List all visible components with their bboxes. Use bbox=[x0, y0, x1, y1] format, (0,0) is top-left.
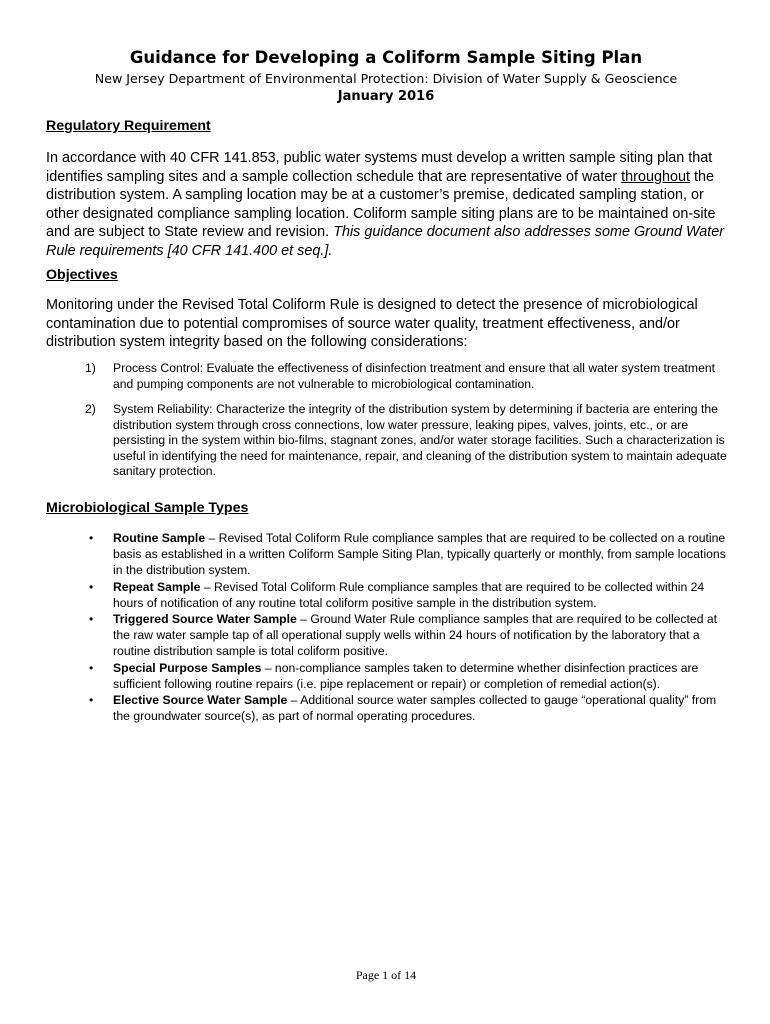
document-date: January 2016 bbox=[337, 89, 435, 104]
regulatory-text-1: In accordance with 40 CFR 141.853, public water systems must develop a written sample siting plan that identifies sampling sites and a sample collection schedule that are representative of water bbox=[46, 150, 713, 185]
list-item-text: – non-compliance samples taken to determine whether disinfection practices are sufficient following routine repairs (i.e. pipe replacement or repair) or completion of remedial action(s). bbox=[113, 660, 699, 691]
list-item bbox=[46, 361, 730, 392]
bullet-icon: • bbox=[89, 612, 94, 627]
list-item bbox=[46, 402, 730, 480]
list-item-text: – Additional source water samples collected to gauge “operational quality” from the groundwater source(s), as part of normal operating procedures. bbox=[113, 693, 717, 724]
bullet-icon: • bbox=[89, 579, 94, 594]
list-item-term: Special Purpose Samples bbox=[113, 660, 262, 675]
list-item bbox=[46, 611, 730, 660]
list-item-term: Elective Source Water Sample bbox=[113, 693, 288, 708]
list-item-number: 1) bbox=[85, 361, 96, 375]
list-item-text: – Revised Total Coliform Rule compliance samples that are required to be collected on a routine basis as established in a written Coliform Sample Siting Plan, typically quarterly or monthly, from sample locations in the distribution system. bbox=[113, 531, 726, 578]
sample-types-list bbox=[46, 530, 730, 724]
bullet-icon: • bbox=[89, 531, 94, 545]
regulatory-heading: Regulatory Requirement bbox=[46, 118, 211, 134]
regulatory-italic: This guidance document also addresses some Ground Water Rule requirements [40 CFR 141.400 et seq.]. bbox=[46, 224, 725, 259]
list-item-term: Triggered Source Water Sample bbox=[113, 612, 297, 627]
regulatory-paragraph bbox=[46, 149, 726, 260]
regulatory-text-2: the distribution system. A sampling location may be at a customer’s premise, dedicated sampling station, or other designated compliance sampling location. Coliform sample siting plans are to be maintained on-site and are subject to State review and revision. bbox=[46, 168, 716, 240]
objectives-paragraph: Monitoring under the Revised Total Coliform Rule is designed to detect the presence of microbiological contamination due to potential compromises of source water quality, treatment effectiveness, and/or distribution system integrity based on the following considerations: bbox=[46, 297, 698, 350]
document-title: Guidance for Developing a Coliform Sample Siting Plan bbox=[129, 48, 643, 67]
bullet-icon: • bbox=[89, 693, 94, 708]
list-item-text: Process Control: Evaluate the effectiveness of disinfection treatment and ensure that all water system treatment and pumping components are not vulnerable to microbiological contamination. bbox=[113, 361, 716, 391]
list-item bbox=[46, 530, 730, 579]
page-number: Page 1 of 14 bbox=[355, 968, 417, 982]
objectives-list bbox=[46, 361, 730, 490]
objectives-heading: Objectives bbox=[46, 267, 118, 283]
list-item-text: – Revised Total Coliform Rule compliance samples that are required to be collected within 24 hours of notification of any routine total coliform positive sample in the distribution system. bbox=[113, 579, 705, 610]
list-item bbox=[46, 692, 730, 724]
document-subtitle: New Jersey Department of Environmental Protection: Division of Water Supply & Geoscience bbox=[94, 71, 678, 86]
list-item-text: – Ground Water Rule compliance samples that are required to be collected at the raw water sample tap of all operational supply wells within 24 hours of notification by the laboratory that a routine distribution sample is total coliform positive. bbox=[113, 612, 718, 659]
list-item bbox=[46, 579, 730, 611]
list-item-text: System Reliability: Characterize the integrity of the distribution system by determining if bacteria are entering the distribution system through cross connections, low water pressure, leaking pipes, valves, joints, etc., or are persisting in the system within bio-films, stagnant zones, and/or water storage facilities. Such a characterization is useful in identifying the need for maintenance, repair, and cleaning of the distribution system to maintain adequate sanitary protection. bbox=[113, 402, 727, 478]
sample-types-heading: Microbiological Sample Types bbox=[46, 500, 249, 516]
list-item-term: Routine Sample bbox=[113, 531, 206, 545]
regulatory-underlined: throughout bbox=[621, 168, 690, 185]
list-item-number: 2) bbox=[85, 402, 96, 416]
bullet-icon: • bbox=[89, 660, 94, 675]
list-item bbox=[46, 660, 730, 692]
list-item-term: Repeat Sample bbox=[113, 579, 201, 594]
